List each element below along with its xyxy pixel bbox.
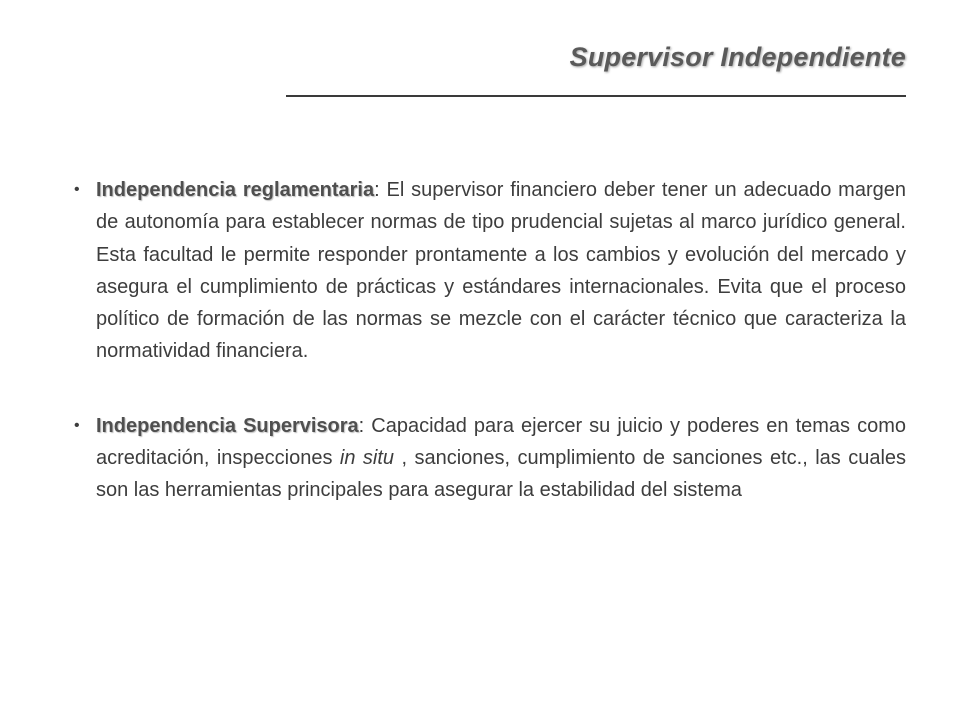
bullet-item-reglamentaria [60,174,906,368]
bullet-italic-text: in situ [339,447,395,470]
bullet-text-before: Capacidad para ejercer su juicio y poderes en temas como acreditación, inspecciones [96,414,906,470]
bullet-separator: : [374,179,380,201]
title-underline-divider [286,95,906,97]
bullet-separator: : [358,414,365,437]
bullet-text-after: , sanciones, cumplimiento de sanciones etc., las cuales son las herramientas principales para asegurar la estabilidad del sistema [96,447,907,502]
bullet-text: El supervisor financiero deber tener un adecuado margen de autonomía para establecer normas de tipo prudencial sujetas al marco jurídico general. Esta facultad le permite responder prontamente a los cambios y evolución del mercado y asegura el cumplimiento de prácticas y estándares internacionales. Evita que el proceso político de formación de las normas se mezcle con el carácter técnico que caracteriza la normatividad financiera. [96,179,906,363]
bullet-term: Independencia reglamentaria [96,179,375,201]
slide-title: Supervisor Independiente [569,42,906,72]
bullet-icon: • [74,416,80,434]
bullet-item-supervisora [60,410,906,507]
bullet-icon: • [74,181,80,198]
bullet-term: Independencia Supervisora [96,414,359,437]
bullet-list [60,174,906,507]
